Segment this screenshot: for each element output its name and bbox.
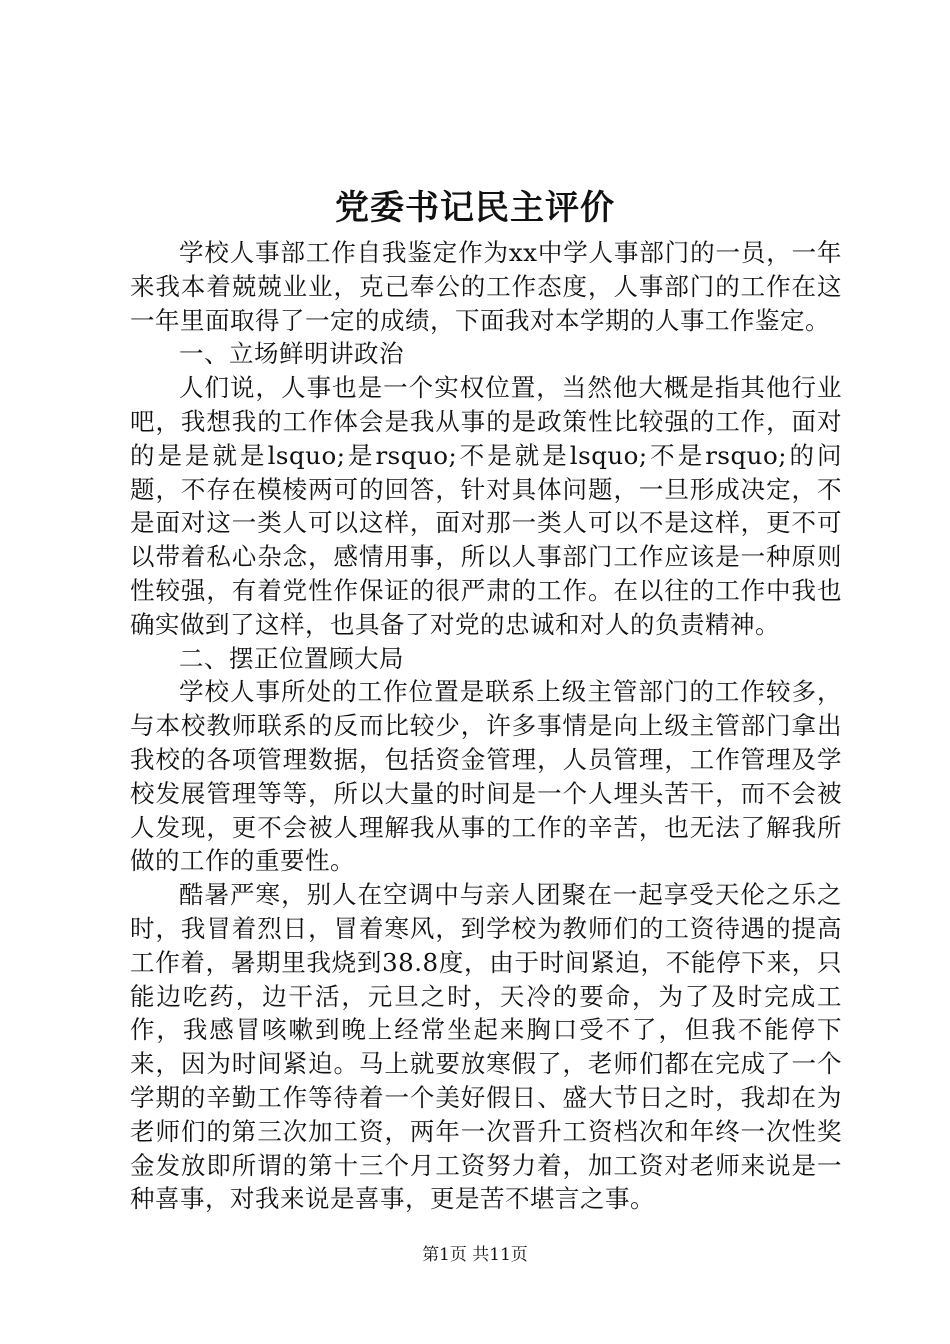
paragraph-section-2-cont: 酷暑严寒，别人在空调中与亲人团聚在一起享受天伦之乐之时，我冒着烈日，冒着寒风，到学校为教师们的工资待遇的提高工作着，暑期里我烧到38.8度，由于时间紧迫，不能停下来，只能边吃药，边干活，元旦之时，天冷的要命，为了及时完成工作，我感冒咳嗽到晚上经常坐起来胸口受不了，但我不能停下来，因为时间紧迫。马上就要放寒假了，老师们都在完成了一个学期的辛勤工作等待着一个美好假日、盛大节日之时，我却在为老师们的第三次加工资，两年一次晋升工资档次和年终一次性奖金发放即所谓的第十三个月工资努力着，加工资对老师来说是一种喜事，对我来说是喜事，更是苦不堪言之事。	[130, 880, 842, 1214]
paragraph-section-1: 人们说，人事也是一个实权位置，当然他大概是指其他行业吧，我想我的工作体会是我从事的是政策性比较强的工作，面对的是是就是lsquo;是rsquo;不是就是lsquo;不是rsquo;的问题，不存在模棱两可的回答，针对具体问题，一旦形成决定，不是面对这一类人可以这样，面对那一类人可以不是这样，更不可以带着私心杂念，感情用事，所以人事部门工作应该是一种原则性较强，有着党性作保证的很严肃的工作。在以往的工作中我也确实做到了这样，也具备了对党的忠诚和对人的负责精神。	[130, 373, 842, 639]
document-title: 党委书记民主评价	[335, 188, 615, 228]
document-body	[130, 236, 842, 1216]
page-footer: 第1页 共11页	[422, 1245, 528, 1265]
paragraph-section-2: 学校人事所处的工作位置是联系上级主管部门的工作较多，与本校教师联系的反而比较少，许多事情是向上级主管部门拿出我校的各项管理数据，包括资金管理，人员管理，工作管理及学校发展管理等等，所以大量的时间是一个人埋头苦干，而不会被人发现，更不会被人理解我从事的工作的辛苦，也无法了解我所做的工作的重要性。	[130, 677, 842, 876]
paragraph-intro: 学校人事部工作自我鉴定作为xx中学人事部门的一员，一年来我本着兢兢业业，克己奉公的工作态度，人事部门的工作在这一年里面取得了一定的成绩，下面我对本学期的人事工作鉴定。	[130, 238, 842, 335]
section-heading-2: 二、摆正位置顾大局	[179, 643, 404, 673]
section-heading-1: 一、立场鲜明讲政治	[179, 339, 404, 369]
